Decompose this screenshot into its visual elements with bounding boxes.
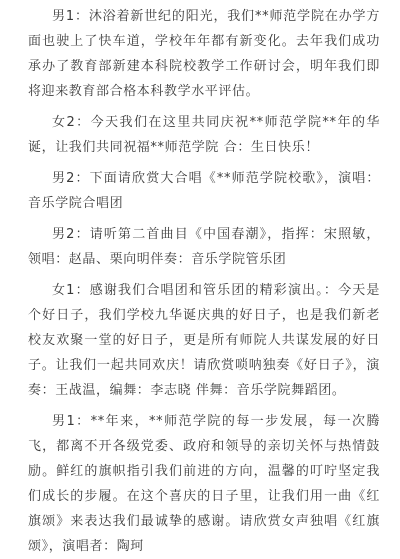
paragraph-male1-intro: 男1：沐浴着新世纪的阳光，我们**师范学院在办学方面也驶上了快车道，学校年年都有新变化。去年我们成功承办了教育部新建本科院校教学工作研讨会，明年我们即将迎来教育部合格本科教学水平评估。: [28, 9, 380, 99]
paragraph-female1-good-day: 女1：感谢我们合唱团和管乐团的精彩演出。：今天是个好日子，我们学校九华诞庆典的好日子，也是我们新老校友欢聚一堂的好日子，更是所有师院人共谋发展的好日子。让我们一起共同欢庆！请欣赏唢呐独奏《好日子》，演奏：王战温，编舞：李志晓 伴舞：音乐学院舞蹈团。: [28, 283, 380, 398]
paragraph-male1-red-flag: 男1：**年来，**师范学院的每一步发展，每一次腾飞，都离不开各级党委、政府和领导的亲切关怀与热情鼓励。鲜红的旗帜指引我们前进的方向，温馨的叮咛坚定我们成长的步履。在这个喜庆的日子里，让我们用一曲《红旗颂》来表达我们最诚挚的感谢。请欣赏女声独唱《红旗颂》，演唱者：陶珂: [28, 414, 380, 554]
paragraph-male2-china-tide: 男2：请听第二首曲目《中国春潮》，指挥：宋照敏，领唱：赵晶、栗向明伴奏：音乐学院管乐团: [28, 227, 380, 267]
paragraph-male2-school-song: 男2：下面请欣赏大合唱《**师范学院校歌》，演唱：音乐学院合唱团: [28, 171, 380, 211]
paragraph-female2-birthday: 女2：今天我们在这里共同庆祝**师范学院**年的华诞，让我们共同祝福**师范学院 合：生日快乐！: [28, 115, 380, 155]
